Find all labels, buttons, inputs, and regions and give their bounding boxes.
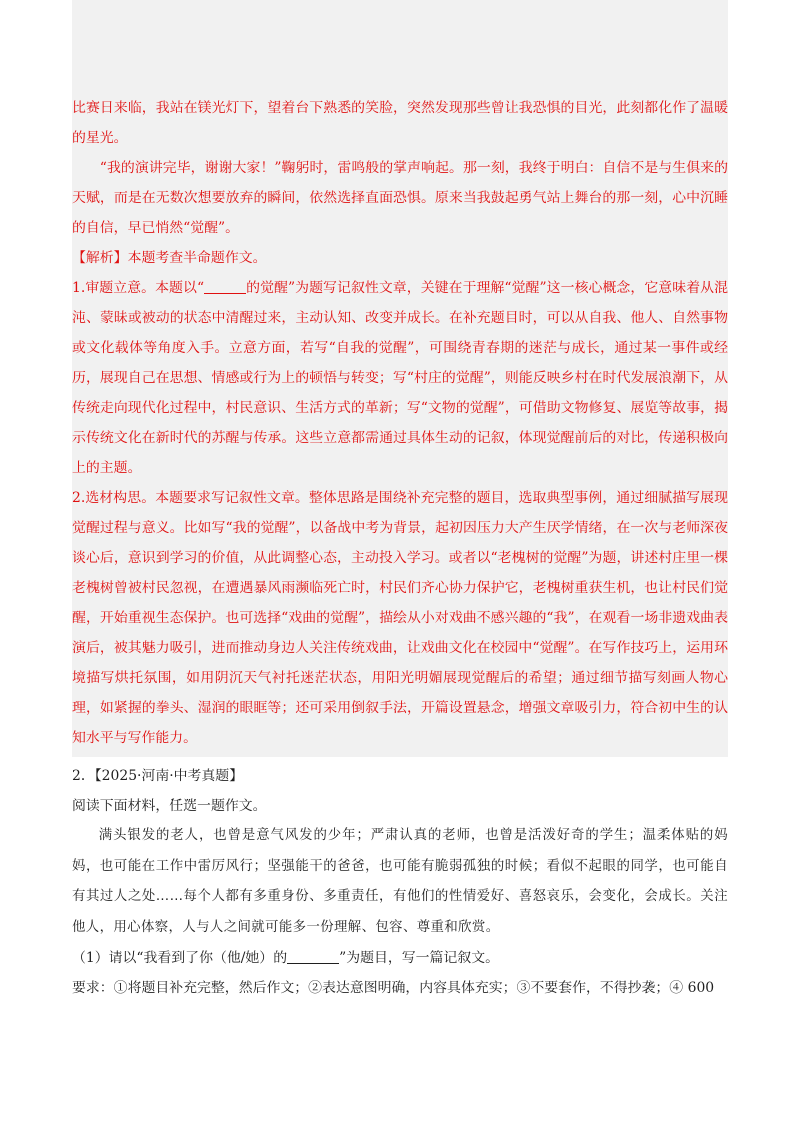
essay-paragraph-1: 比赛日来临，我站在镁光灯下，望着台下熟悉的笑脸，突然发现那些曾让我恐惧的目光，此刻都化作了温暖的星光。 [72, 100, 728, 146]
essay-paragraph-2: “我的演讲完毕，谢谢大家！”鞠躬时，雷鸣般的掌声响起。那一刻，我终于明白：自信不是与生俱来的天赋，而是在无数次想要放弃的瞬间，依然选择直面恐惧。原来当我鼓起勇气站上舞台的那一刻，心中沉睡的自信，早已悄然“觉醒”。 [72, 160, 728, 236]
analysis-point-1-body: 的觉醒”为题写记叙性文章，关键在于理解“觉醒”这一核心概念，它意味着从混沌、蒙昧或被动的状态中清醒过来，主动认知、改变并成长。在补充题目时，可以从自我、他人、自然事物或文化载体等角度入手。立意方面，若写“自我的觉醒”，可围绕青春期的迷茫与成长，通过某一事件或经历，展现自己在思想、情感或行为上的顿悟与转变；写“村庄的觉醒”，则能反映乡村在时代发展浪潮下，从传统走向现代化过程中，村民意识、生活方式的革新；写“文物的觉醒”，可借助文物修复、展览等故事，揭示传统文化在新时代的苏醒与传承。这些立意都需通过具体生动的记叙，体现觉醒前后的对比，传递积极向上的主题。 [72, 280, 728, 476]
prompt-1-lead: （1）请以“我看到了你（他/她）的 [72, 950, 288, 966]
question-number: 2． [72, 768, 95, 784]
analysis-intro: 本题考查半命题作文。 [127, 250, 267, 266]
instruction-tail: 题作文。 [210, 798, 267, 814]
question-material: 满头银发的老人，也曾是意气风发的少年；严肃认真的老师，也曾是活泼好奇的学生；温柔体贴的妈妈，也可能在工作中雷厉风行；坚强能干的爸爸，也可能有脆弱孤独的时候；看似不起眼的同学，也可能自有其过人之处……每个人都有多重身份、多重责任，有他们的性情爱好、喜怒哀乐，会变化，会成长。关注他人，用心体察，人与人之间就可能多一份理解、包容、尊重和欣赏。 [72, 828, 728, 935]
title-blank [204, 279, 246, 294]
instruction-lead: 阅读下面材料， [72, 798, 170, 814]
answer-block [72, 0, 728, 757]
question-2 [72, 761, 728, 1003]
question-requirements: 要求：①将题目补充完整，然后作文；②表达意图明确，内容具体充实；③不要套作，不得抄袭；④ 600 [72, 980, 715, 996]
analysis-point-1-lead: 1.审题立意。本题以“ [72, 280, 205, 296]
analysis-label: 【解析】 [72, 250, 128, 266]
emphasis-dots: · · · · 任选一 [169, 798, 211, 814]
prompt-1-tail: ”为题目，写一篇记叙文。 [339, 950, 499, 966]
question-prompt-1 [72, 943, 728, 973]
analysis-heading [72, 243, 728, 273]
document-page [72, 0, 728, 1003]
analysis-point-2: 2.选材构思。本题要求写记叙性文章。整体思路是围绕补充完整的题目，选取典型事例，通过细腻描写展现觉醒过程与意义。比如写“我的觉醒”，以备战中考为背景，起初因压力大产生厌学情绪，在一次与老师深夜谈心后，意识到学习的价值，从此调整心态，主动投入学习。或者以“老槐树的觉醒”为题，讲述村庄里一棵老槐树曾被村民忽视，在遭遇暴风雨濒临死亡时，村民们齐心协力保护它，老槐树重获生机，也让村民们觉醒，开始重视生态保护。也可选择“戏曲的觉醒”，描绘从小对戏曲不感兴趣的“我”，在观看一场非遗戏曲表演后，被其魅力吸引，进而推动身边人关注传统戏曲，让戏曲文化在校园中“觉醒”。在写作技巧上，运用环境描写烘托氛围，如用阴沉天气衬托迷茫状态，用阳光明媚展现觉醒后的希望；通过细节描写刻画人物心理，如紧握的拳头、湿润的眼眶等；还可采用倒叙手法，开篇设置悬念，增强文章吸引力，符合初中生的认知水平与写作能力。 [72, 490, 728, 746]
question-instruction [72, 791, 728, 821]
prompt-blank [287, 949, 339, 964]
question-source: 【2025·河南·中考真题】 [94, 768, 244, 784]
analysis-point-1 [72, 273, 728, 483]
